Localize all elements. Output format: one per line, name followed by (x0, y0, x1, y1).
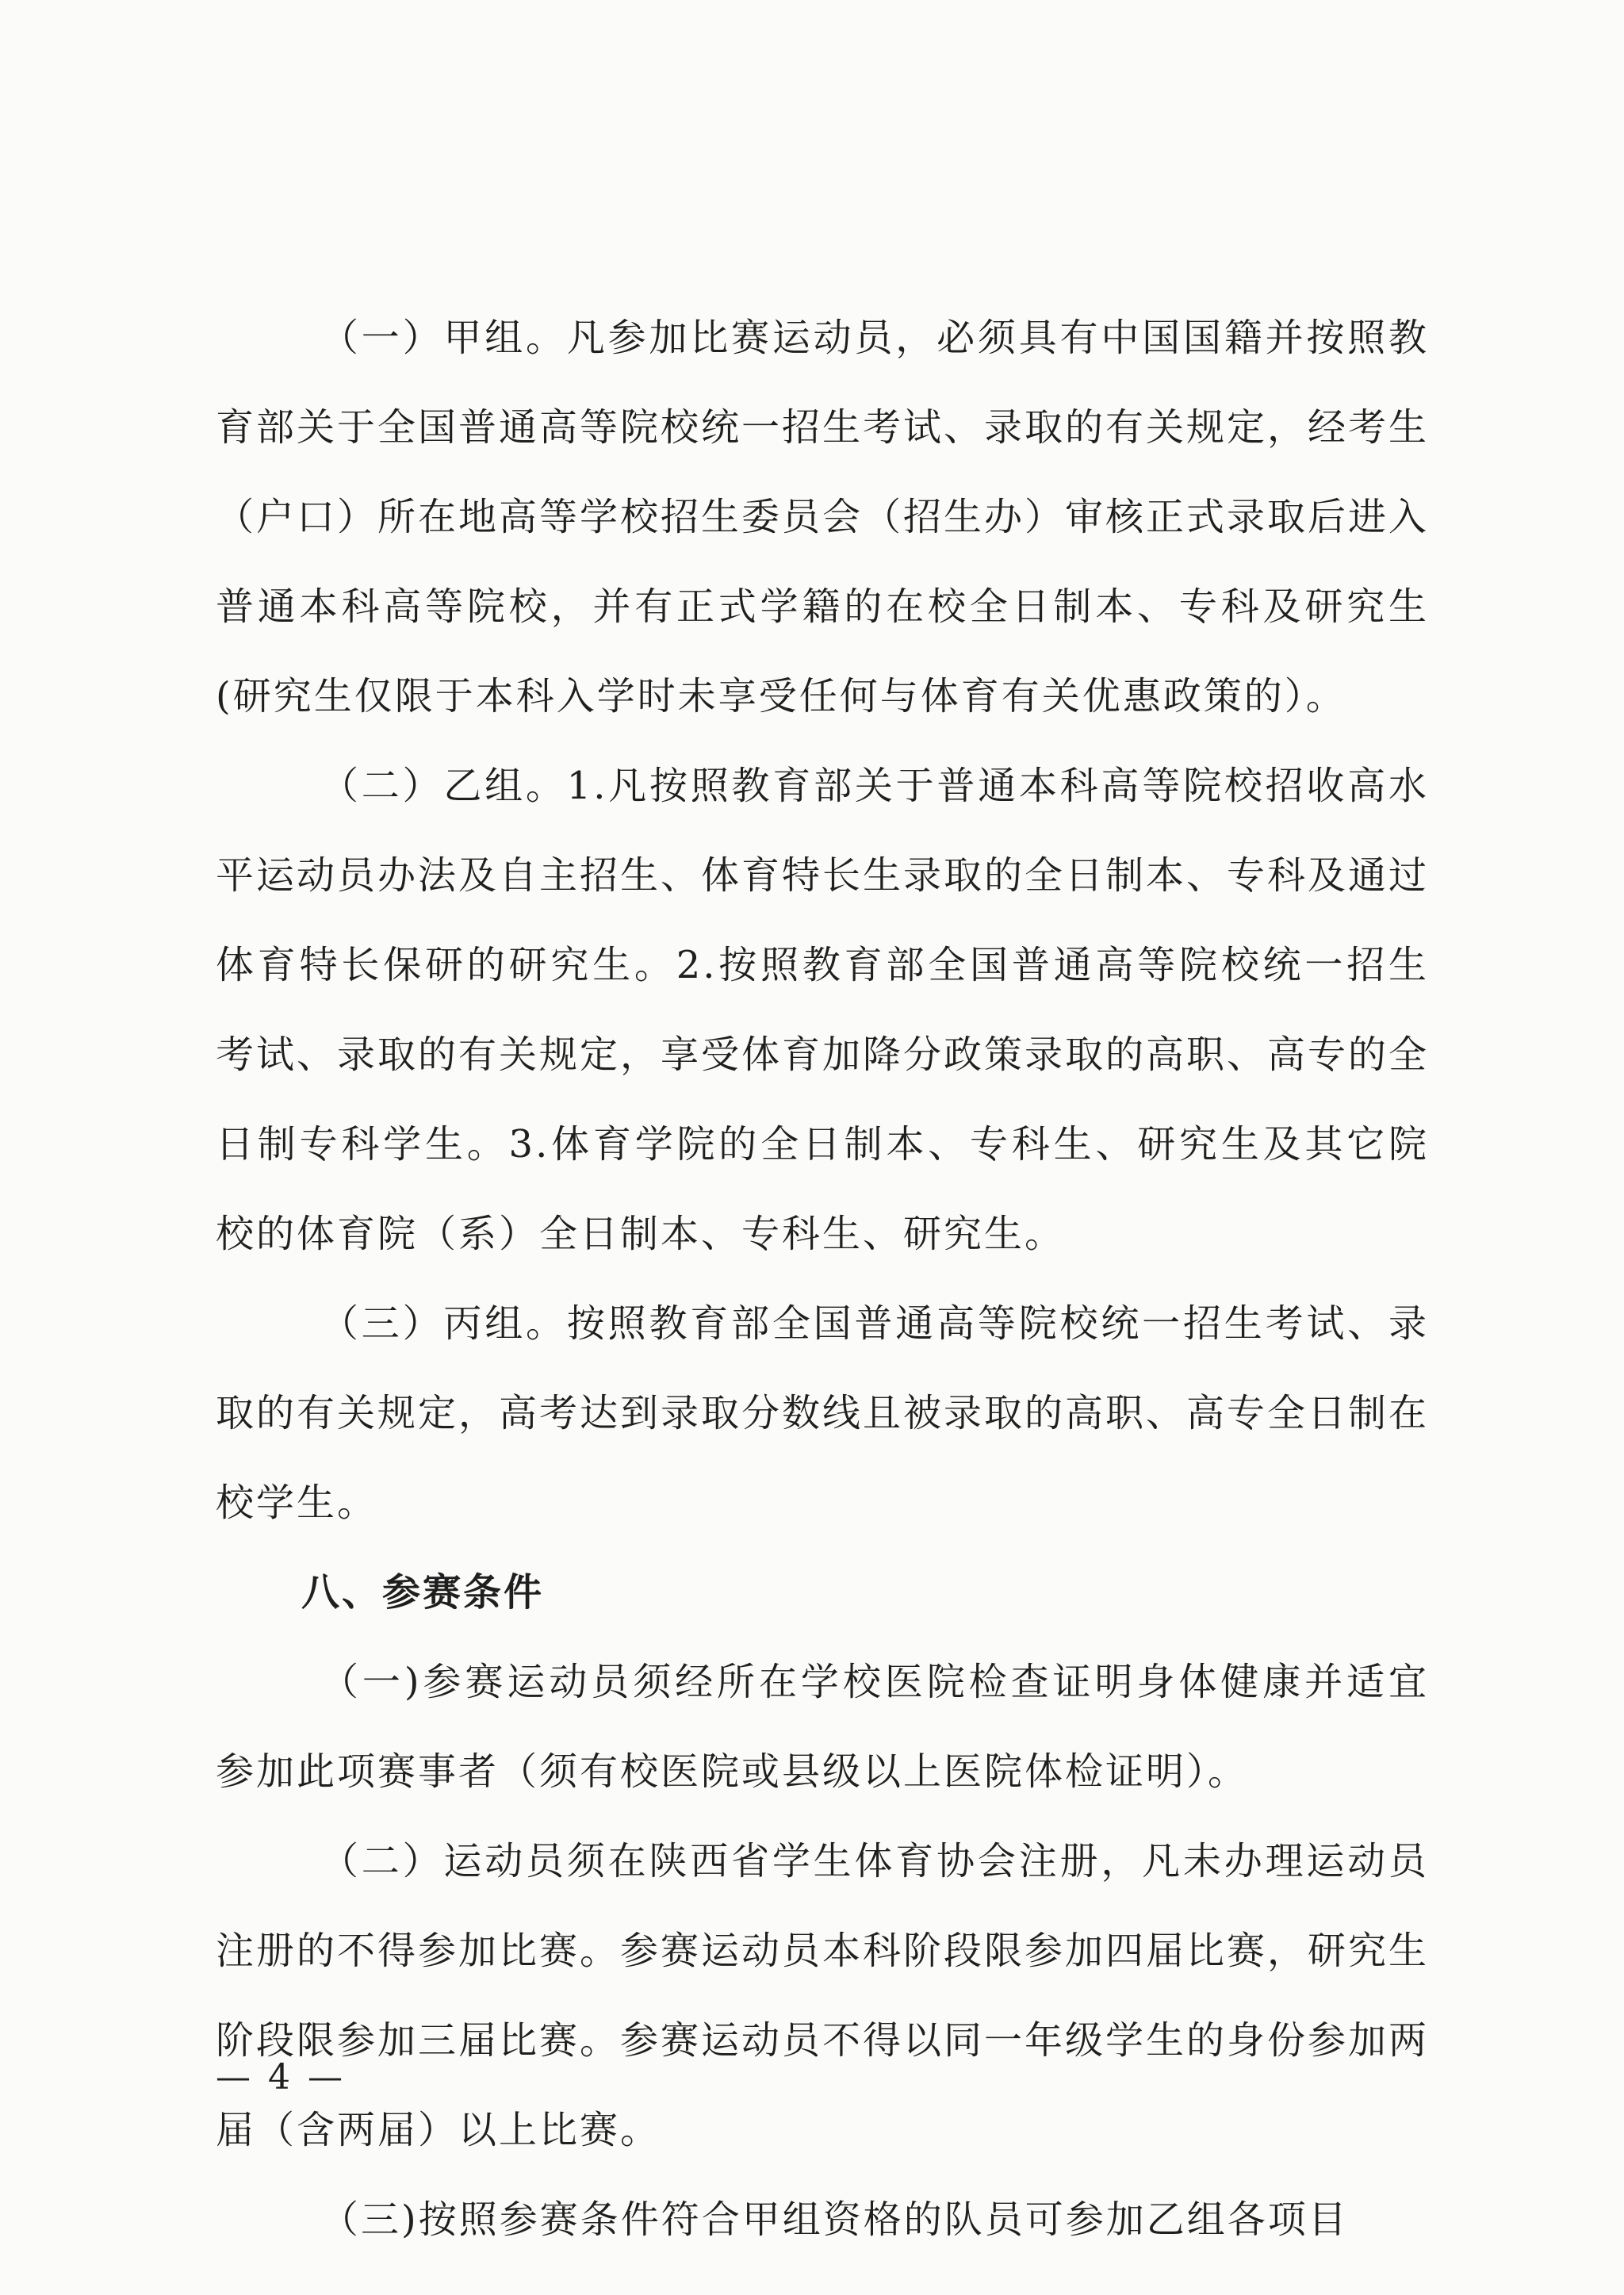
paragraph-group-a: （一）甲组。凡参加比赛运动员，必须具有中国国籍并按照教育部关于全国普通高等院校统一招生考试、录取的有关规定，经考生（户口）所在地高等学校招生委员会（招生办）审核正式录取后进入普通本科高等院校，并有正式学籍的在校全日制本、专科及研究生(研究生仅限于本科入学时未享受任何与体育有关优惠政策的）。 (216, 316, 1430, 718)
section-heading: 八、参赛条件 (301, 1570, 545, 1615)
paragraph-group-c: （三）丙组。按照教育部全国普通高等院校统一招生考试、录取的有关规定，高考达到录取分数线且被录取的高职、高专全日制在校学生。 (216, 1301, 1430, 1525)
document-body (216, 293, 1429, 2265)
paragraph-condition-1: （一)参赛运动员须经所在学校医院检查证明身体健康并适宜参加此项赛事者（须有校医院或县级以上医院体检证明）。 (216, 1660, 1429, 1794)
paragraph-group-b: （二）乙组。1.凡按照教育部关于普通本科高等院校招收高水平运动员办法及自主招生、体育特长生录取的全日制本、专科及通过体育特长保研的研究生。2.按照教育部全国普通高等院校统一招生考试、录取的有关规定，享受体育加降分政策录取的高职、高专的全日制专科学生。3.体育学院的全日制本、专科生、研究生及其它院校的体育院（系）全日制本、专科生、研究生。 (216, 764, 1430, 1256)
paragraph-condition-2: （二）运动员须在陕西省学生体育协会注册，凡未办理运动员注册的不得参加比赛。参赛运动员本科阶段限参加四届比赛，研究生阶段限参加三届比赛。参赛运动员不得以同一年级学生的身份参加两届（含两届）以上比赛。 (216, 1839, 1430, 2152)
paragraph-condition-3: （三)按照参赛条件符合甲组资格的队员可参加乙组各项目 (320, 2197, 1349, 2242)
page-number: — 4 — (216, 2057, 346, 2098)
